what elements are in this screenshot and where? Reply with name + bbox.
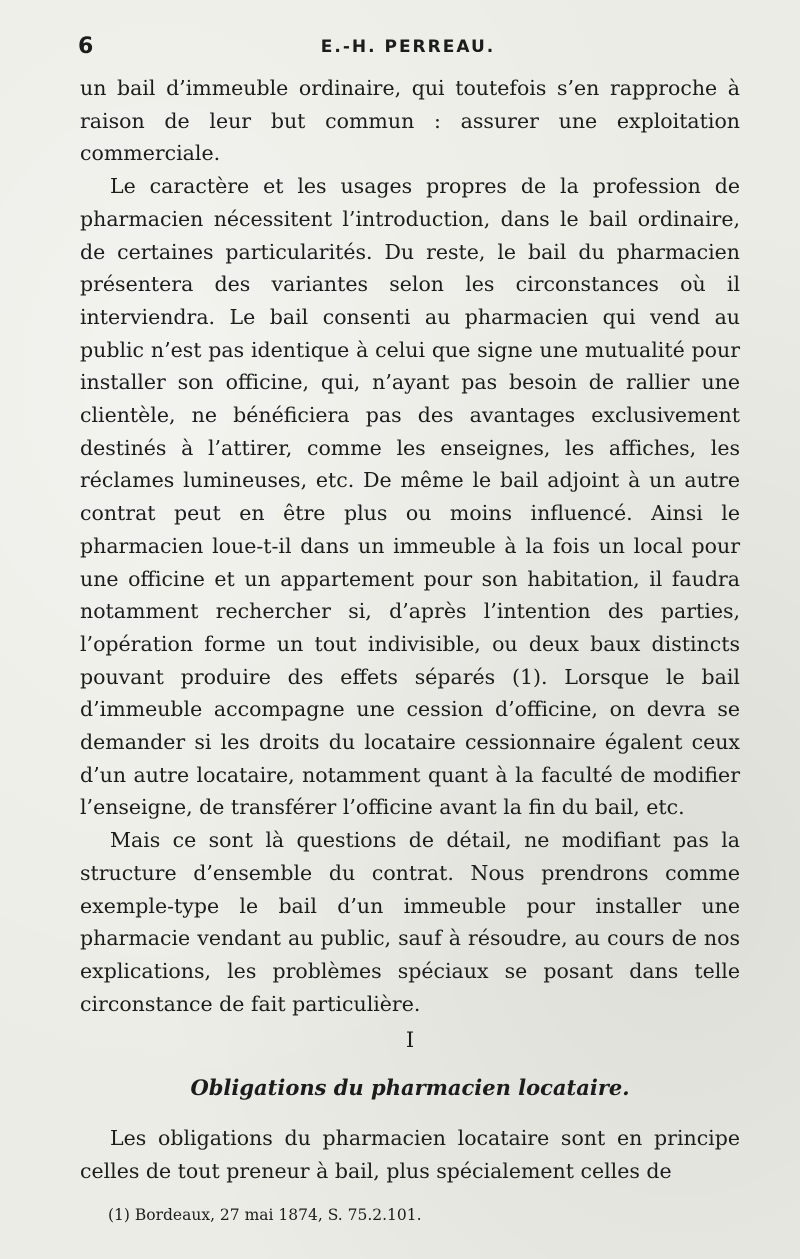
page-header (78, 34, 738, 64)
section-title: Obligations du pharmacien locataire. (190, 1075, 630, 1100)
paragraph-pharmacist-lease: Le caractère et les usages propres de la profession de pharmacien nécessitent l’introduction, dans le bail ordinaire, de certaines particularités. Du reste, le bail du pharmacien présentera des variantes selon les circonstances où il interviendra. Le bail consenti au pharmacien qui vend au public n’est pas identique à celui que signe une mutualité pour installer son officine, qui, n’ayant pas besoin de rallier une clientèle, ne bénéficiera pas des avantages exclusivement destinés à l’attirer, comme les enseignes, les affiches, les réclames lumineuses, etc. De même le bail adjoint à un autre contrat peut en être plus ou moins influencé. Ainsi le pharmacien loue-t-il dans un immeuble à la fois un local pour une officine et un appartement pour son habitation, il faudra notamment rechercher si, d’après l’intention des parties, l’opération forme un tout indivisible, ou deux baux distincts pouvant produire des effets séparés (1). Lorsque le bail d’immeuble accompagne une cession d’officine, on devra se demander si les droits du locataire cessionnaire égalent ceux d’un autre locataire, notamment quant à la faculté de modifier l’enseigne, de transférer l’officine avant la fin du bail, etc. (80, 174, 740, 820)
section-numeral: I (405, 1028, 415, 1052)
running-head: E.-H. PERREAU. (320, 37, 496, 57)
paragraph-obligations: Les obligations du pharmacien locataire sont en principe celles de tout preneur à bail, plus spécialement celles de (80, 1126, 740, 1183)
footnote: (1) Bordeaux, 27 mai 1874, S. 75.2.101. (108, 1206, 422, 1224)
paragraph-continuation: un bail d’immeuble ordinaire, qui toutefois s’en rapproche à raison de leur but commun : assurer une exploitation commerciale. (80, 76, 740, 166)
paragraph-example-type: Mais ce sont là questions de détail, ne modifiant pas la structure d’ensemble du contrat. Nous prendrons comme exemple-type le bail d’un immeuble pour installer une pharmacie vendant au public, sauf à résoudre, au cours de nos explications, les problèmes spéciaux se posant dans telle circonstance de fait particulière. (80, 828, 740, 1016)
page-number: 6 (78, 34, 94, 59)
body-text (80, 72, 740, 1020)
